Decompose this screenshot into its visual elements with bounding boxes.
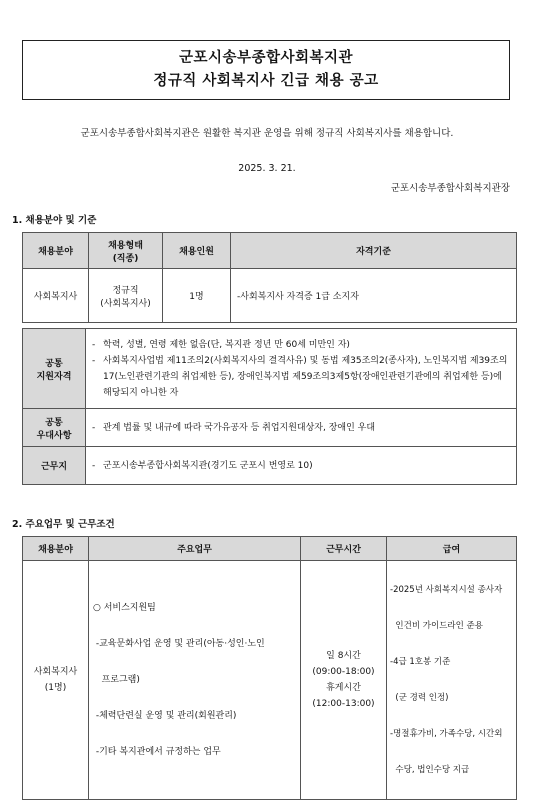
requirements-table: [22, 328, 517, 485]
duties-table: [22, 536, 517, 800]
page-title: 군포시송부종합사회복지관: [178, 50, 354, 66]
duty-line: ○ 서비스지원팀: [93, 603, 156, 613]
header-type-line2: (직종): [112, 253, 139, 264]
item-text: 학력, 성별, 연령 제한 없음(단, 복지관 정년 만 60세 미만인 자): [103, 339, 350, 350]
duty-line: 프로그램): [93, 675, 140, 685]
header-field: 채용분야: [23, 233, 89, 269]
preference-label: [23, 409, 86, 447]
item-text: 관계 법률 및 내규에 따라 국가유공자 등 취업지원대상자, 장애인 우대: [103, 422, 376, 433]
table-header-row: [23, 537, 517, 561]
common-qualification-content: [86, 329, 517, 409]
preference-content: [86, 409, 517, 447]
bullet: -: [92, 460, 96, 471]
cell-type-line1: 정규직: [112, 285, 139, 296]
hours-line: 휴게시간: [326, 683, 361, 693]
common-qualification-row: [23, 329, 517, 409]
salary-line: 인건비 가이드라인 준용: [390, 621, 483, 631]
item-text: 군포시송부종합사회복지관(경기도 군포시 번영로 10): [103, 460, 313, 471]
salary-line: 수당, 법인수당 지급: [390, 765, 470, 775]
cell-count: 1명: [163, 269, 231, 323]
header-type: [89, 233, 163, 269]
workplace-row: [23, 447, 517, 485]
list-item: [92, 353, 510, 401]
salary-line: -4급 1호봉 기준: [390, 657, 451, 667]
hours-line: (12:00-13:00): [312, 699, 375, 709]
label-line1: 공통: [45, 417, 63, 428]
label-line2: 우대사항: [36, 430, 72, 441]
header-hours: 근무시간: [301, 537, 387, 561]
common-qualification-label: [23, 329, 86, 409]
header-salary: 급여: [387, 537, 517, 561]
table-row: [23, 561, 517, 800]
bullet: -: [92, 422, 96, 433]
intro-text: 군포시송부종합사회복지관은 원활한 복지관 운영을 위해 정규직 사회복지사를 채용합니다.: [80, 128, 454, 139]
section2-heading: 2. 주요업무 및 근무조건: [12, 519, 115, 530]
announcement-date: 2025. 3. 21.: [238, 163, 296, 174]
cell-hours: [301, 561, 387, 800]
cell-field: [23, 561, 89, 800]
header-field: 채용분야: [23, 537, 89, 561]
cell-field: 사회복지사: [23, 269, 89, 323]
bullet: -: [92, 339, 96, 350]
duty-line: -체력단련실 운영 및 관리(회원관리): [93, 711, 237, 721]
workplace-content: [86, 447, 517, 485]
header-duties: 주요업무: [89, 537, 301, 561]
header-qualification: 자격기준: [231, 233, 517, 269]
cell-salary: [387, 561, 517, 800]
bullet: -: [92, 355, 96, 366]
label-line2: 지원자격: [36, 371, 72, 382]
list-item: [92, 337, 510, 353]
recruitment-table: [22, 232, 517, 323]
duty-line: -기타 복지관에서 규정하는 업무: [93, 747, 221, 757]
cell-type: [89, 269, 163, 323]
hours-line: 일 8시간: [326, 651, 361, 661]
list-item: [92, 458, 510, 474]
title-box: [22, 40, 510, 100]
list-item: [92, 420, 510, 436]
table-header-row: [23, 233, 517, 269]
field-line1: 사회복지사: [33, 667, 78, 677]
header-count: 채용인원: [163, 233, 231, 269]
section1-heading: 1. 채용분야 및 기준: [12, 215, 97, 226]
hours-line: (09:00-18:00): [312, 667, 375, 677]
cell-type-line2: (사회복지사): [100, 298, 151, 309]
salary-line: -명절휴가비, 가족수당, 시간외: [390, 729, 503, 739]
cell-qualification: -사회복지사 자격증 1급 소지자: [231, 269, 517, 323]
field-line2: (1명): [44, 683, 67, 693]
header-type-line1: 채용형태: [108, 240, 143, 251]
preference-row: [23, 409, 517, 447]
salary-line: (군 경력 인정): [390, 693, 449, 703]
duty-line: -교육문화사업 운영 및 관리(아동·성인·노인: [93, 639, 265, 649]
cell-duties: [89, 561, 301, 800]
label-line1: 공통: [45, 358, 63, 369]
item-text: 사회복지사업법 제11조의2(사회복지사의 결격사유) 및 동법 제35조의2(종사자), 노인복지법 제39조의17(노인관련기관의 취업제한 등), 장애인복지법 제59조의3제5항(장애인관련기관에의 취업제한 등)에 해당되지 아니한 자: [103, 355, 508, 398]
page-subtitle: 정규직 사회복지사 긴급 채용 공고: [153, 73, 379, 89]
table-row: [23, 269, 517, 323]
workplace-label: 근무지: [23, 447, 86, 485]
organization-signature: 군포시송부종합사회복지관장: [390, 183, 510, 194]
salary-line: -2025년 사회복지시설 종사자: [390, 585, 503, 595]
